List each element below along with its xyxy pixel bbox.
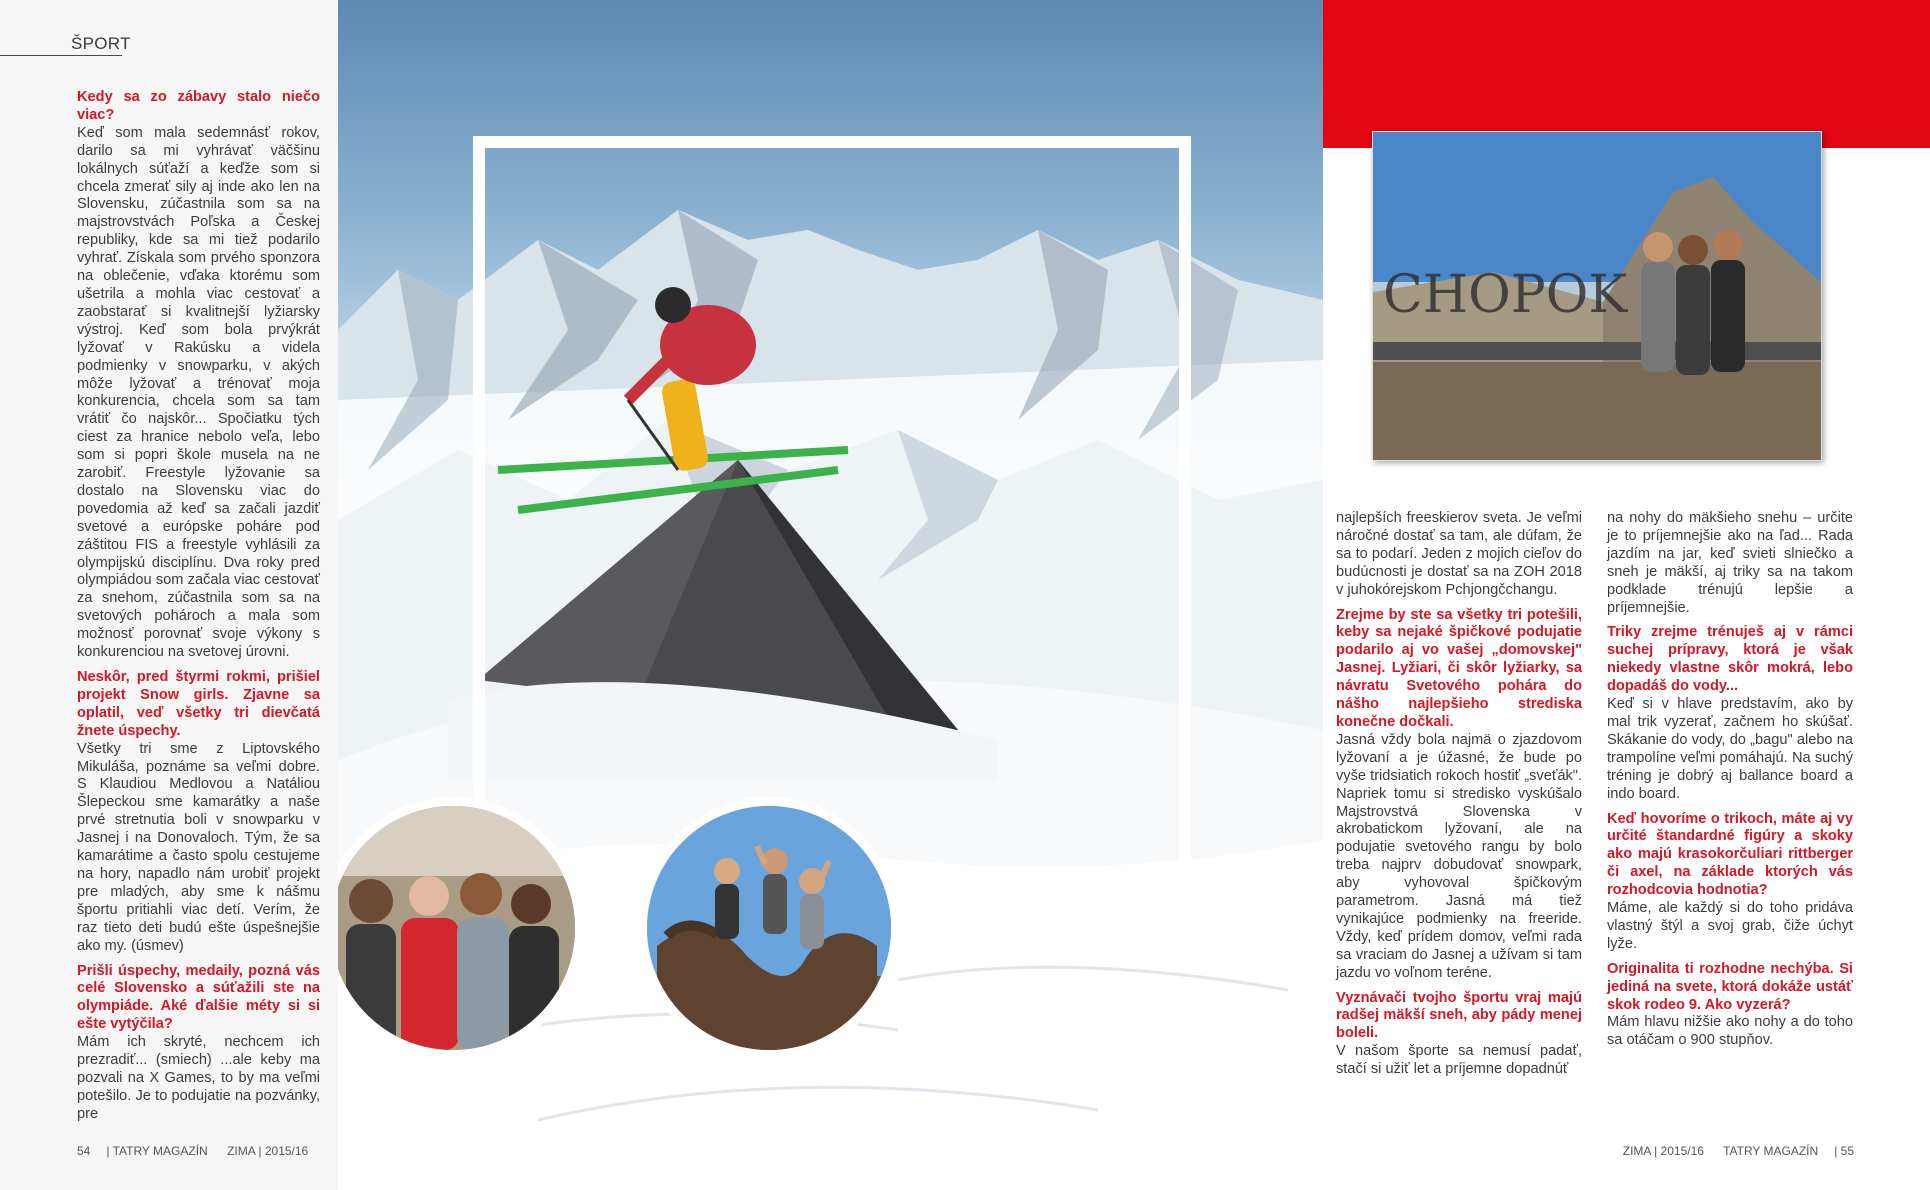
chopok-sign: CHOPOK — [1383, 265, 1628, 325]
red-header-band — [1323, 0, 1930, 148]
page-number: 55 — [1840, 1144, 1854, 1158]
right-article-column-1 — [1336, 510, 1582, 1086]
interview-answer: Máme, ale každý si do toho pridáva vlastný štýl a svoj grab, čiže úchyt lyže. — [1607, 900, 1853, 952]
dragon-statue-photo-circle — [638, 797, 900, 1059]
folio-left: 54 | TATRY MAGAZÍN ZIMA | 2015/16 — [77, 1144, 309, 1158]
issue-label: ZIMA | 2015/16 — [1622, 1144, 1704, 1158]
interview-question: Vyznávači tvojho športu vraj majú radšej mäkší sneh, aby pády menej boleli. — [1336, 989, 1582, 1042]
interview-answer: Mám hlavu nižšie ako nohy a do toho sa otáčam o 900 stupňov. — [1607, 1014, 1853, 1049]
interview-question: Triky zrejme trénuješ aj v rámci suchej prípravy, ktorá je však niekedy vlastne skôr mokrá, lebo dopadáš do vody... — [1607, 624, 1853, 695]
page-number: 54 — [77, 1144, 91, 1158]
magazine-name: TATRY MAGAZÍN — [112, 1144, 208, 1158]
photo-frame — [473, 136, 1191, 914]
section-label: ŠPORT — [71, 34, 131, 53]
interview-answer: Všetky tri sme z Liptovského Mikuláša, poznáme sa veľmi dobre. S Klaudiou Medlovou a Natáliou Šlepeckou sme kamarátky a naše prvé stretnutia boli v snowparku v Jasnej i na Donovaloch. Tým, že sa kamarátime a často spolu cestujeme na hory, napadlo nám urobiť projekt pre mladých, aby sme k nášmu športu pritiahli viac detí. Verím, že raz tieto deti budú ešte úspešnejšie ako my. (úsmev) — [77, 740, 320, 954]
right-page — [1323, 0, 1930, 1190]
interview-answer: Jasná vždy bola najmä o zjazdovom lyžovaní a je úžasné, že bude po vyše tridsiatich rokoch hostiť „sveťák". Napriek tomu si stredisko vyskúšalo Majstrovstvá Slovenska v akrobatickom lyžovaní, ale na podujatie svetového rangu by bolo treba najprv dobudovať snowpark, aby vyhovoval špičkovým parametrom. Jasná má tiež vynikajúce podmienky na freeride. Vždy, keď prídem domov, veľmi rada sa vraciam do Jasnej a užívam si tam jazdu vo voľnom teréne. — [1336, 731, 1582, 981]
left-page — [0, 0, 338, 1190]
interview-answer: na nohy do mäkšieho snehu – určite je to príjemnejšie ako na ľad... Rada jazdím na jar, keď svieti slniečko a sneh je mäkší, aj triky sa na takom podklade trénujú lepšie a príjemnejšie. — [1607, 510, 1853, 616]
interview-question: Prišli úspechy, medaily, pozná vás celé Slovensko a súťažili ste na olympiáde. Aké ďalšie méty si si ešte vytýčila? — [77, 962, 320, 1033]
interview-question: Originalita ti rozhodne nechýba. Si jediná na svete, ktorá dokáže ustáť skok rodeo 9. Ako vyzerá? — [1607, 960, 1853, 1013]
interview-answer: najlepších freeskierov sveta. Je veľmi náročné dostať sa tam, ale dúfam, že sa to podarí. Jeden z mojich cieľov do budúcnosti je dostať sa na ZOH 2018 v juhokórejskom Pchjongčchangu. — [1336, 510, 1582, 598]
interview-question: Keď hovoríme o trikoch, máte aj vy určité štandardné figúry a skoky ako majú krasokorčuliari rittberger či axel, na základe ktorých vás rozhodcovia hodnotia? — [1607, 810, 1853, 899]
interview-question: Kedy sa zo zábavy stalo niečo viac? — [77, 89, 320, 123]
skier-photo — [338, 0, 1323, 1190]
right-article-column-2 — [1607, 510, 1853, 1057]
interview-question: Neskôr, pred štyrmi rokmi, prišiel projekt Snow girls. Zjavne sa oplatil, veď všetky tri dievčatá žnete úspechy. — [77, 669, 320, 739]
interview-answer: Keď si v hlave predstavím, ako by mal trik vyzerať, začnem ho skúšať. Skákanie do vody, do „bagu" alebo na trampolíne veľmi pomáhajú. Na suchý tréning je dobrý aj ballance board a indo board. — [1607, 696, 1853, 802]
magazine-name: TATRY MAGAZÍN — [1723, 1144, 1819, 1158]
folio-right: ZIMA | 2015/16 TATRY MAGAZÍN | 55 — [1622, 1144, 1854, 1158]
group-photo-circle — [338, 797, 584, 1059]
interview-answer: Keď som mala sedemnásť rokov, darilo sa mi vyhrávať väčšinu lokálnych súťaží a keďže som si chcela zmerať sily aj inde ako len na Slovensku, zúčastnila som sa na majstrovstvách Poľska a Českej republiky, kde sa mi tiež podarilo vyhrať. Získala som prvého sponzora na oblečenie, vďaka ktorému som ušetrila a mohla viac cestovať a zaobstarať si kvalitnejší lyžiarsky výstroj. Keď som bola prvýkrát lyžovať v Rakúsku a videla podmienky v snowparku, v akých môže lyžovať a trénovať moja konkurencia, chcela som sa tam vrátiť čo najskôr... Spočiatku tých ciest za hranice nebolo veľa, lebo som si popri škole musela na ne zarobiť. Freestyle lyžovanie sa dostalo na Slovensku viac do povedomia až keď sa začali jazdiť svetové a európske poháre pod záštitou FIS a freestyle vyhlásili za olympijskú disciplínu. Dva roky pred olympiádou som začala viac cestovať za snehom, zúčastnila som sa na svetových pohároch a mala som možnosť porovnať svoje výkony s konkurenciou na svetovej úrovni. — [77, 124, 320, 661]
interview-question: Zrejme by ste sa všetky tri potešili, keby sa nejaké špičkové podujatie podarilo aj vo vašej „domovskej" Jasnej. Lyžiari, či skôr lyžiarky, sa návratu Svetového pohára do nášho najlepšieho strediska konečne dočkali. — [1336, 606, 1582, 730]
section-rule — [0, 55, 122, 56]
interview-answer: Mám ich skryté, nechcem ich prezradiť... (smiech) ...ale keby ma pozvali na X Games, to by ma veľmi potešilo. Je to podujatie na pozvánky, pre — [77, 1034, 320, 1122]
chopok-photo — [1372, 131, 1822, 461]
interview-answer: V našom športe sa nemusí padať, stačí si užiť let a príjemne dopadnúť — [1336, 1043, 1582, 1078]
left-article-column — [77, 89, 320, 1131]
issue-label: ZIMA | 2015/16 — [227, 1144, 309, 1158]
